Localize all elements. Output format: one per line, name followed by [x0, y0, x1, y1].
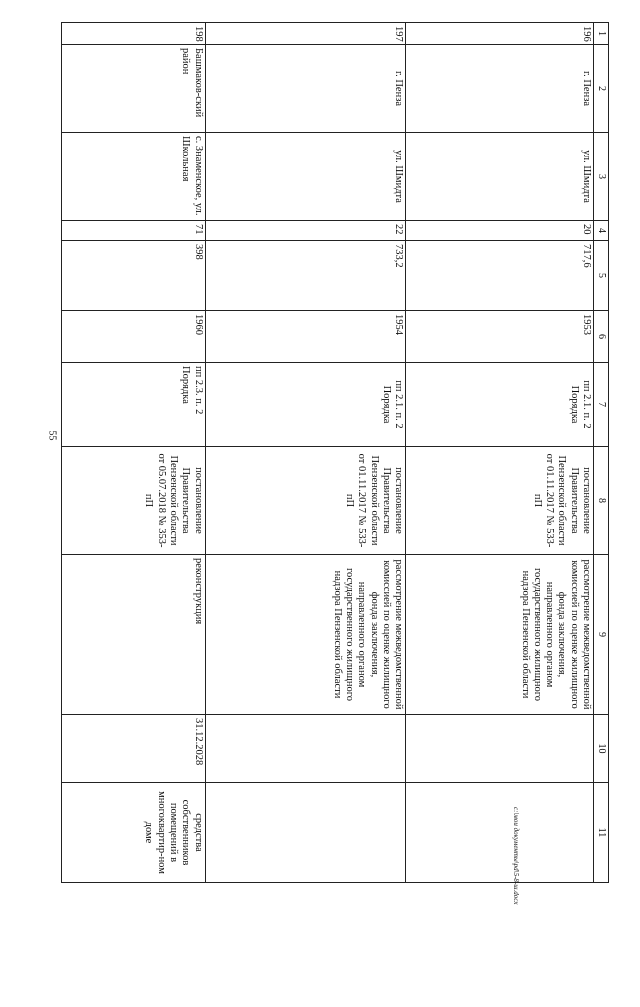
column-number: 8 [593, 447, 608, 555]
row-number: 198 [62, 23, 206, 45]
basis-clause-cell: пп 2.1. п. 2 Порядка [205, 363, 406, 447]
column-number: 4 [593, 221, 608, 241]
year-cell: 1960 [62, 311, 206, 363]
district-cell: г. Пенза [205, 45, 406, 133]
table-row [406, 23, 594, 883]
column-number: 1 [593, 23, 608, 45]
deadline-cell: 31.12.2028 [62, 715, 206, 783]
table-row [62, 23, 206, 883]
column-number: 2 [593, 45, 608, 133]
column-number-row [593, 23, 608, 883]
deadline-cell [406, 715, 594, 783]
district-cell: г. Пенза [406, 45, 594, 133]
footer-file-path: c:\мои документы\pd\5-8-ш.docx [512, 807, 520, 905]
column-number: 7 [593, 363, 608, 447]
table-container [61, 22, 609, 882]
row-number: 196 [406, 23, 594, 45]
deadline-cell [205, 715, 406, 783]
table-row [205, 23, 406, 883]
area-cell: 733,2 [205, 241, 406, 311]
house-number-cell: 20 [406, 221, 594, 241]
column-number: 5 [593, 241, 608, 311]
document-cell: постановление Правительства Пензенской области от 01.11.2017 № 533-пП [205, 447, 406, 555]
housing-table [61, 22, 609, 883]
funding-cell: средства собственников помещений в многоквартир-ном доме [62, 783, 206, 883]
column-number: 6 [593, 311, 608, 363]
document-cell: постановление Правительства Пензенской области от 05.07.2018 № 353-пП [62, 447, 206, 555]
year-cell: 1953 [406, 311, 594, 363]
measure-cell: рассмотрение межведомственной комиссией по оценке жилищного фонда заключения, направленного органом государственного жилищного надзора Пензенской области [406, 555, 594, 715]
house-number-cell: 71 [62, 221, 206, 241]
page-number: 55 [46, 430, 58, 441]
basis-clause-cell: пп 2.3. п. 2 Порядка [62, 363, 206, 447]
district-cell: Башмаков-ский район [62, 45, 206, 133]
column-number: 9 [593, 555, 608, 715]
column-number: 11 [593, 783, 608, 883]
area-cell: 398 [62, 241, 206, 311]
column-number: 10 [593, 715, 608, 783]
house-number-cell: 22 [205, 221, 406, 241]
column-number: 3 [593, 133, 608, 221]
funding-cell [205, 783, 406, 883]
area-cell: 717,6 [406, 241, 594, 311]
measure-cell: рассмотрение межведомственной комиссией по оценке жилищного фонда заключения, направленного органом государственного жилищного надзора Пензенской области [205, 555, 406, 715]
basis-clause-cell: пп 2.1. п. 2 Порядка [406, 363, 594, 447]
address-cell: ул. Шмидта [205, 133, 406, 221]
row-number: 197 [205, 23, 406, 45]
funding-cell [406, 783, 594, 883]
address-cell: ул. Шмидта [406, 133, 594, 221]
year-cell: 1954 [205, 311, 406, 363]
address-cell: с. Знаменское, ул. Школьная [62, 133, 206, 221]
measure-cell: реконструкция [62, 555, 206, 715]
document-cell: постановление Правительства Пензенской области от 01.11.2017 № 533-пП [406, 447, 594, 555]
